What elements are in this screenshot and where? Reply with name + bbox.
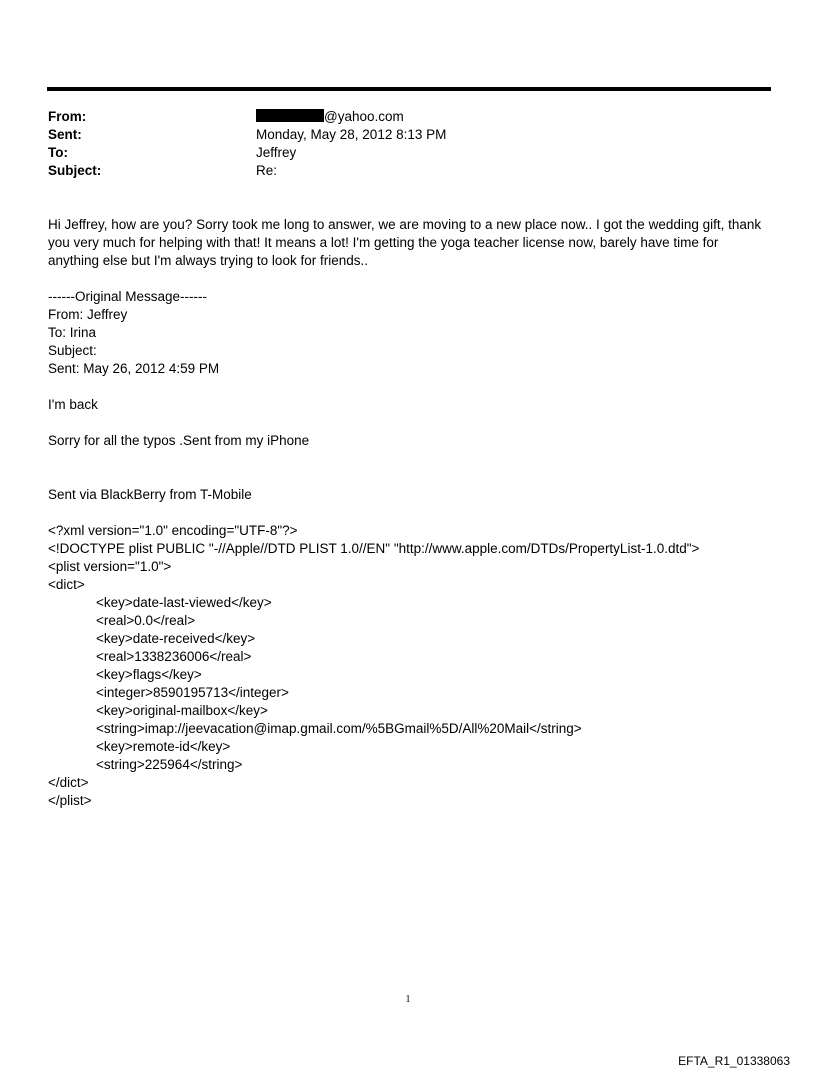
reply-line: Hi Jeffrey, how are you? Sorry took me long to answer, we are moving to a new place now.. I got the wedding gift, thank xyxy=(48,217,762,232)
xml-line: <?xml version="1.0" encoding="UTF-8"?> xyxy=(48,523,298,538)
to-value: Jeffrey xyxy=(256,145,297,160)
im-back-line: I'm back xyxy=(48,397,98,412)
xml-line: <dict> xyxy=(48,577,85,592)
xml-indented-line: <string>imap://jeevacation@imap.gmail.com/%5BGmail%5D/All%20Mail</string> xyxy=(96,721,582,736)
xml-line: </plist> xyxy=(48,793,92,808)
reply-line: anything else but I'm always trying to look for friends.. xyxy=(48,253,368,268)
xml-indented-line: <key>date-received</key> xyxy=(96,631,256,646)
sent-row xyxy=(48,126,446,144)
xml-indented-line: <key>remote-id</key> xyxy=(96,739,231,754)
xml-indented-line: <integer>8590195713</integer> xyxy=(96,685,289,700)
sent-value: Monday, May 28, 2012 8:13 PM xyxy=(256,127,447,142)
reply-line: you very much for helping with that! It means a lot! I'm getting the yoga teacher license now, barely have time for xyxy=(48,235,719,250)
original-sent: Sent: May 26, 2012 4:59 PM xyxy=(48,361,220,376)
typos-line: Sorry for all the typos .Sent from my iPhone xyxy=(48,433,310,448)
xml-indented-line: <key>original-mailbox</key> xyxy=(96,703,268,718)
xml-indented-line: <string>225964</string> xyxy=(96,757,243,772)
subject-row xyxy=(48,162,446,180)
subject-label: Subject: xyxy=(48,163,102,178)
xml-indented-line: <key>flags</key> xyxy=(96,667,202,682)
original-subject: Subject: xyxy=(48,343,97,358)
page-number: 1 xyxy=(405,994,411,1005)
from-row xyxy=(48,108,446,126)
original-to: To: Irina xyxy=(48,325,97,340)
from-label: From: xyxy=(48,109,87,124)
sent-label: Sent: xyxy=(48,127,82,142)
xml-line: <!DOCTYPE plist PUBLIC "-//Apple//DTD PLIST 1.0//EN" "http://www.apple.com/DTDs/PropertyList-1.0.dtd"> xyxy=(48,541,700,556)
xml-line: </dict> xyxy=(48,775,89,790)
to-row xyxy=(48,144,446,162)
redaction-block xyxy=(256,109,324,122)
subject-value: Re: xyxy=(256,163,278,178)
blackberry-line: Sent via BlackBerry from T-Mobile xyxy=(48,487,252,502)
xml-indented-line: <real>1338236006</real> xyxy=(96,649,252,664)
original-message-divider: ------Original Message------ xyxy=(48,289,207,304)
bates-number: EFTA_R1_01338063 xyxy=(678,1054,790,1068)
xml-indented-line: <real>0.0</real> xyxy=(96,613,196,628)
xml-indented-line: <key>date-last-viewed</key> xyxy=(96,595,272,610)
header-rule xyxy=(47,87,771,91)
from-value xyxy=(256,108,404,126)
email-body xyxy=(48,216,778,810)
to-label: To: xyxy=(48,145,68,160)
xml-line: <plist version="1.0"> xyxy=(48,559,172,574)
original-from: From: Jeffrey xyxy=(48,307,128,322)
email-header xyxy=(48,108,446,180)
from-domain: @yahoo.com xyxy=(324,109,404,124)
